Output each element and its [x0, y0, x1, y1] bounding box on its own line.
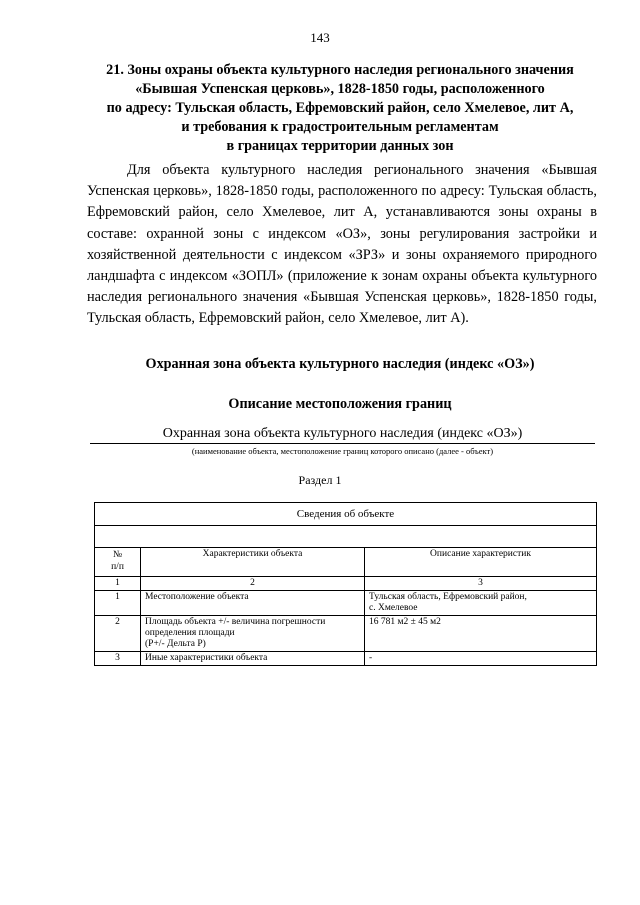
row-description: Тульская область, Ефремовский район, с. Хмелевое: [365, 591, 597, 616]
table-title: Сведения об объекте: [95, 503, 597, 526]
title-line: 21. Зоны охраны объекта культурного наследия регионального значения: [106, 62, 574, 78]
header-num: № п/п: [95, 548, 141, 577]
row-description: -: [365, 652, 597, 666]
column-number: 2: [141, 577, 365, 591]
header-characteristic: Характеристики объекта: [141, 548, 365, 577]
row-characteristic: Площадь объекта +/- величина погрешности определения площади (Р+/- Дельта Р): [141, 616, 365, 652]
header-description: Описание характеристик: [365, 548, 597, 577]
title-line: и требования к градостроительным регламентам: [181, 119, 499, 135]
page-number: 143: [310, 30, 330, 45]
object-name: Охранная зона объекта культурного наследия (индекс «ОЗ»): [90, 426, 595, 444]
zone-heading: Охранная зона объекта культурного наследия (индекс «ОЗ»): [145, 356, 535, 372]
intro-paragraph: Для объекта культурного наследия регионального значения «Бывшая Успенская церковь», 1828-1850 годы, расположенного по адресу: Тульская область, Ефремовский район, село Хмелевое, лит А, устанавливаются зоны охраны в составе: охранной зоны с индексом «ОЗ», зоны регулирования застройки и хозяйственной деятельности с индексом «ЗРЗ» и зоны охраняемого природного ландшафта с индексом «ЗОПЛ» (приложение к зонам охраны объекта культурного наследия регионального значения «Бывшая Успенская церковь», 1828-1850 годы, Тульская область, Ефремовский район, село Хмелевое, лит А).: [87, 162, 597, 327]
intro-paragraph-block: [87, 160, 597, 330]
row-characteristic: Местоположение объекта: [141, 591, 365, 616]
column-number: 3: [365, 577, 597, 591]
table-row: [95, 591, 597, 616]
title-line: по адресу: Тульская область, Ефремовский район, село Хмелевое, лит А,: [106, 100, 574, 116]
table-row: [95, 652, 597, 666]
table-row: [95, 616, 597, 652]
object-info-table: [94, 502, 597, 666]
row-description: 16 781 м2 ± 45 м2: [365, 616, 597, 652]
column-number: 1: [95, 577, 141, 591]
boundary-heading: Описание местоположения границ: [228, 396, 452, 412]
title-line: «Бывшая Успенская церковь», 1828-1850 годы, расположенного: [135, 81, 545, 97]
object-caption: (наименование объекта, местоположение границ которого описано (далее - объект): [191, 446, 494, 456]
row-num: 1: [95, 591, 141, 616]
document-title: [80, 61, 600, 156]
title-line: в границах территории данных зон: [226, 138, 454, 154]
row-num: 3: [95, 652, 141, 666]
table-blank-row: [95, 526, 597, 548]
section-label: Раздел 1: [298, 473, 342, 487]
row-num: 2: [95, 616, 141, 652]
row-characteristic: Иные характеристики объекта: [141, 652, 365, 666]
